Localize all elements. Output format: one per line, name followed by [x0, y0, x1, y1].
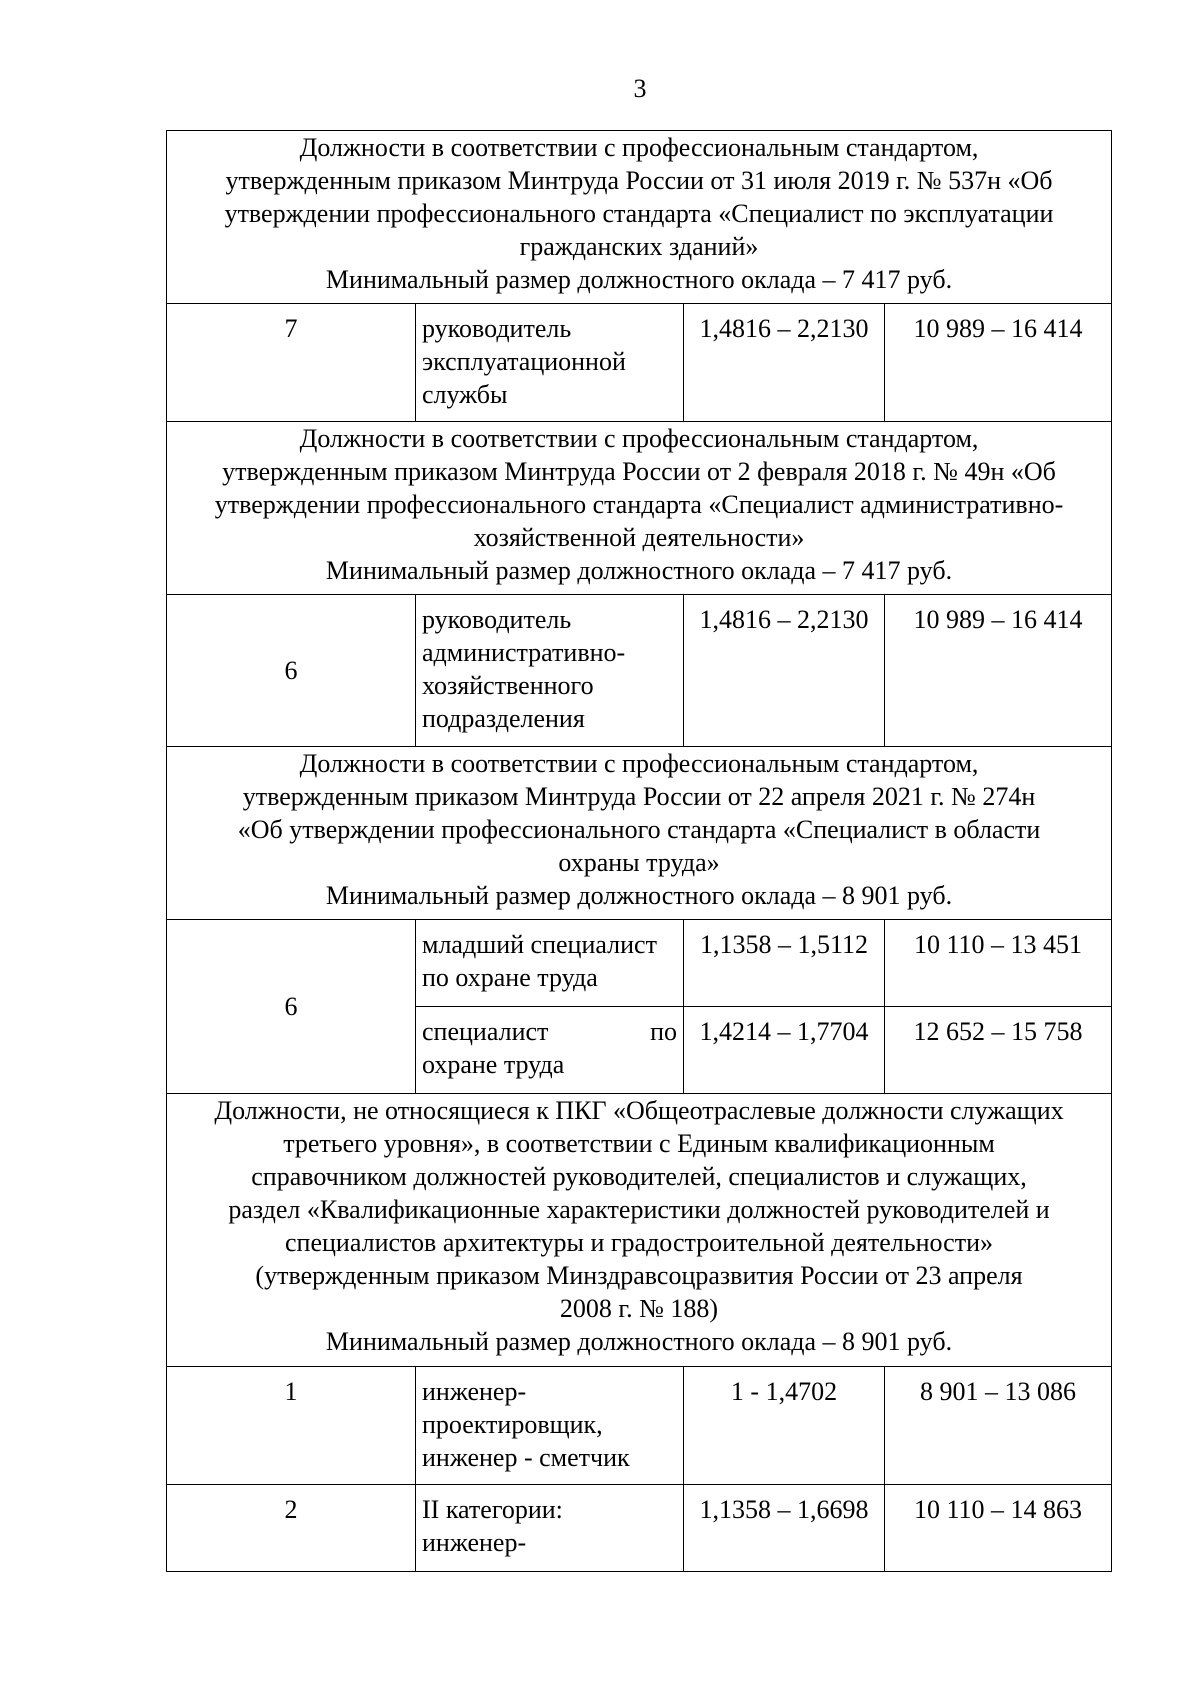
position-line: инженер-: [422, 1528, 527, 1557]
salary-cell: 10 110 – 14 863: [885, 1485, 1112, 1572]
position-cell: [416, 304, 684, 422]
header-line: Должности в соответствии с профессиональным стандартом,: [299, 133, 979, 162]
section-header: [167, 747, 1112, 920]
position-line: II категории:: [422, 1495, 563, 1524]
table-row: [167, 1485, 1112, 1572]
position-cell: [416, 920, 684, 1007]
position-line: руководитель: [422, 605, 572, 634]
section-header-row: [167, 1094, 1112, 1367]
header-line: Минимальный размер должностного оклада – 8 901 руб.: [325, 1327, 953, 1356]
salary-cell: 10 989 – 16 414: [885, 304, 1112, 422]
level-cell: 1: [167, 1367, 416, 1485]
salary-cell: 12 652 – 15 758: [885, 1007, 1112, 1094]
salary-cell: 10 110 – 13 451: [885, 920, 1112, 1007]
position-line: руководитель: [422, 314, 572, 343]
header-line: «Об утверждении профессионального стандарта «Специалист в области: [237, 815, 1041, 844]
position-cell: [416, 1485, 684, 1572]
position-cell: [416, 1007, 684, 1094]
coefficient-cell: 1,4816 – 2,2130: [684, 595, 885, 747]
level-cell: 7: [167, 304, 416, 422]
header-line: Минимальный размер должностного оклада – 8 901 руб.: [325, 881, 953, 910]
header-line: утверждении профессионального стандарта «Специалист административно-: [214, 490, 1064, 519]
header-line: 2008 г. № 188): [559, 1294, 719, 1323]
salary-cell: 10 989 – 16 414: [885, 595, 1112, 747]
section-header: [167, 131, 1112, 304]
position-line: проектировщик,: [422, 1410, 603, 1439]
table-row: [167, 920, 1112, 1007]
header-line: раздел «Квалификационные характеристики должностей руководителей и: [228, 1195, 1050, 1224]
header-line: утвержденным приказом Минтруда России от 31 июля 2019 г. № 537н «Об: [225, 166, 1053, 195]
header-line: Должности в соответствии с профессиональным стандартом,: [299, 424, 979, 453]
header-line: (утвержденным приказом Минздравсоцразвития России от 23 апреля: [255, 1261, 1023, 1290]
position-line: по охране труда: [422, 963, 598, 992]
section-header-row: [167, 747, 1112, 920]
header-line: утверждении профессионального стандарта «Специалист по эксплуатации: [224, 199, 1054, 228]
position-line: [422, 1015, 677, 1048]
position-cell: [416, 1367, 684, 1485]
position-cell: [416, 595, 684, 747]
table-row: [167, 595, 1112, 747]
salary-table: [166, 130, 1112, 1572]
section-header: [167, 422, 1112, 595]
header-line: специалистов архитектуры и градостроительной деятельности»: [285, 1228, 993, 1257]
position-word: специалист: [422, 1017, 549, 1046]
position-word: по: [650, 1017, 677, 1046]
position-line: младший специалист: [422, 930, 657, 959]
position-line: инженер - сметчик: [422, 1443, 630, 1472]
header-line: Минимальный размер должностного оклада – 7 417 руб.: [325, 265, 953, 294]
level-cell: 2: [167, 1485, 416, 1572]
header-line: гражданских зданий»: [519, 232, 759, 261]
position-line: хозяйственного: [422, 671, 594, 700]
section-header-row: [167, 131, 1112, 304]
header-line: хозяйственной деятельности»: [473, 523, 805, 552]
table-row: [167, 1367, 1112, 1485]
header-line: утвержденным приказом Минтруда России от 2 февраля 2018 г. № 49н «Об: [222, 457, 1056, 486]
header-line: Должности в соответствии с профессиональным стандартом,: [299, 749, 979, 778]
position-line: административно-: [422, 638, 626, 667]
header-line: Должности, не относящиеся к ПКГ «Общеотраслевые должности служащих: [214, 1096, 1064, 1125]
position-line: инженер-: [422, 1377, 527, 1406]
position-line: службы: [422, 380, 508, 409]
section-header-row: [167, 422, 1112, 595]
page-number: 3: [633, 74, 647, 103]
salary-cell: 8 901 – 13 086: [885, 1367, 1112, 1485]
coefficient-cell: 1,1358 – 1,5112: [684, 920, 885, 1007]
level-cell: 6: [167, 595, 416, 747]
coefficient-cell: 1,4816 – 2,2130: [684, 304, 885, 422]
header-line: третьего уровня», в соответствии с Единым квалификационным: [283, 1129, 995, 1158]
coefficient-cell: 1 - 1,4702: [684, 1367, 885, 1485]
position-line: охране труда: [422, 1050, 565, 1079]
position-line: эксплуатационной: [422, 347, 626, 376]
header-line: охраны труда»: [558, 848, 720, 877]
level-cell: 6: [167, 920, 416, 1094]
header-line: справочником должностей руководителей, специалистов и служащих,: [251, 1162, 1027, 1191]
table-row: [167, 304, 1112, 422]
header-line: Минимальный размер должностного оклада – 7 417 руб.: [325, 556, 953, 585]
section-header: [167, 1094, 1112, 1367]
position-line: подразделения: [422, 704, 585, 733]
coefficient-cell: 1,4214 – 1,7704: [684, 1007, 885, 1094]
header-line: утвержденным приказом Минтруда России от 22 апреля 2021 г. № 274н: [242, 782, 1036, 811]
coefficient-cell: 1,1358 – 1,6698: [684, 1485, 885, 1572]
